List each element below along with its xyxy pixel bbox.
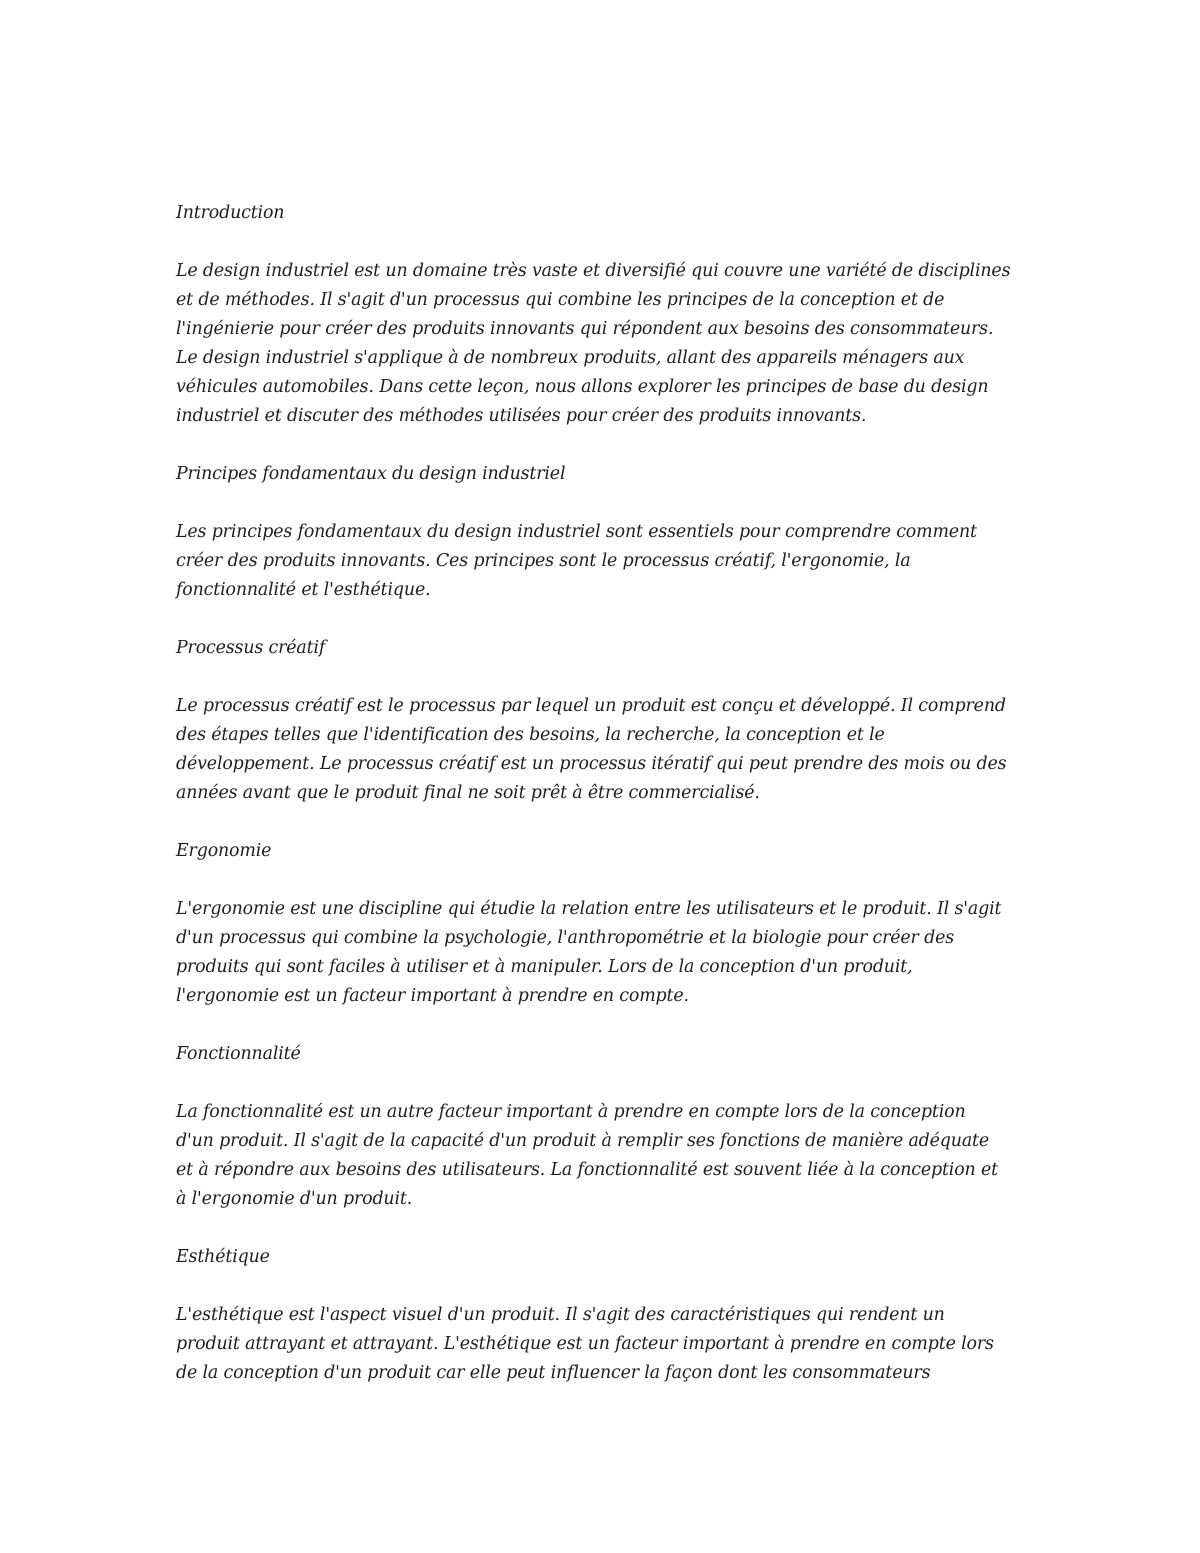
section-heading-introduction: Introduction: [176, 203, 285, 223]
functionality-paragraph-line: La fonctionnalité est un autre facteur important à prendre en compte lors de la conception: [176, 1102, 966, 1122]
creative-paragraph-line: des étapes telles que l'identification des besoins, la recherche, la conception et le: [176, 725, 885, 745]
ergonomics-paragraph-line: L'ergonomie est une discipline qui étudie la relation entre les utilisateurs et le produit. Il s'agit: [176, 899, 1002, 919]
aesthetics-paragraph-line: produit attrayant et attrayant. L'esthétique est un facteur important à prendre en compte lors: [176, 1334, 994, 1354]
aesthetics-paragraph-line: de la conception d'un produit car elle peut influencer la façon dont les consommateurs: [176, 1363, 931, 1383]
section-heading-ergonomics: Ergonomie: [176, 841, 272, 861]
functionality-paragraph-line: d'un produit. Il s'agit de la capacité d'un produit à remplir ses fonctions de manière adéquate: [176, 1131, 990, 1151]
document-body: [176, 199, 1036, 1388]
creative-paragraph-line: années avant que le produit final ne soit prêt à être commercialisé.: [176, 783, 760, 803]
intro-paragraph-line: Le design industriel s'applique à de nombreux produits, allant des appareils ménagers aux: [176, 348, 965, 368]
ergonomics-paragraph-line: produits qui sont faciles à utiliser et à manipuler. Lors de la conception d'un produit,: [176, 957, 913, 977]
intro-paragraph-line: véhicules automobiles. Dans cette leçon, nous allons explorer les principes de base du design: [176, 377, 989, 397]
section-heading-functionality: Fonctionnalité: [176, 1044, 301, 1064]
functionality-paragraph-line: et à répondre aux besoins des utilisateurs. La fonctionnalité est souvent liée à la conception et: [176, 1160, 998, 1180]
principles-paragraph-line: créer des produits innovants. Ces principes sont le processus créatif, l'ergonomie, la: [176, 551, 911, 571]
creative-paragraph-line: Le processus créatif est le processus par lequel un produit est conçu et développé. Il comprend: [176, 696, 1006, 716]
principles-paragraph-line: Les principes fondamentaux du design industriel sont essentiels pour comprendre comment: [176, 522, 977, 542]
aesthetics-paragraph-line: L'esthétique est l'aspect visuel d'un produit. Il s'agit des caractéristiques qui rendent un: [176, 1305, 945, 1325]
intro-paragraph-line: et de méthodes. Il s'agit d'un processus qui combine les principes de la conception et de: [176, 290, 945, 310]
intro-paragraph-line: industriel et discuter des méthodes utilisées pour créer des produits innovants.: [176, 406, 867, 426]
principles-paragraph-line: fonctionnalité et l'esthétique.: [176, 580, 431, 600]
creative-paragraph-line: développement. Le processus créatif est un processus itératif qui peut prendre des mois ou des: [176, 754, 1007, 774]
section-heading-principles: Principes fondamentaux du design industriel: [176, 464, 566, 484]
intro-paragraph-line: Le design industriel est un domaine très vaste et diversifié qui couvre une variété de disciplines: [176, 261, 1011, 281]
ergonomics-paragraph-line: d'un processus qui combine la psychologie, l'anthropométrie et la biologie pour créer des: [176, 928, 955, 948]
functionality-paragraph-line: à l'ergonomie d'un produit.: [176, 1189, 413, 1209]
section-heading-creative-process: Processus créatif: [176, 638, 326, 658]
section-heading-aesthetics: Esthétique: [176, 1247, 270, 1267]
intro-paragraph-line: l'ingénierie pour créer des produits innovants qui répondent aux besoins des consommateurs.: [176, 319, 994, 339]
ergonomics-paragraph-line: l'ergonomie est un facteur important à prendre en compte.: [176, 986, 689, 1006]
